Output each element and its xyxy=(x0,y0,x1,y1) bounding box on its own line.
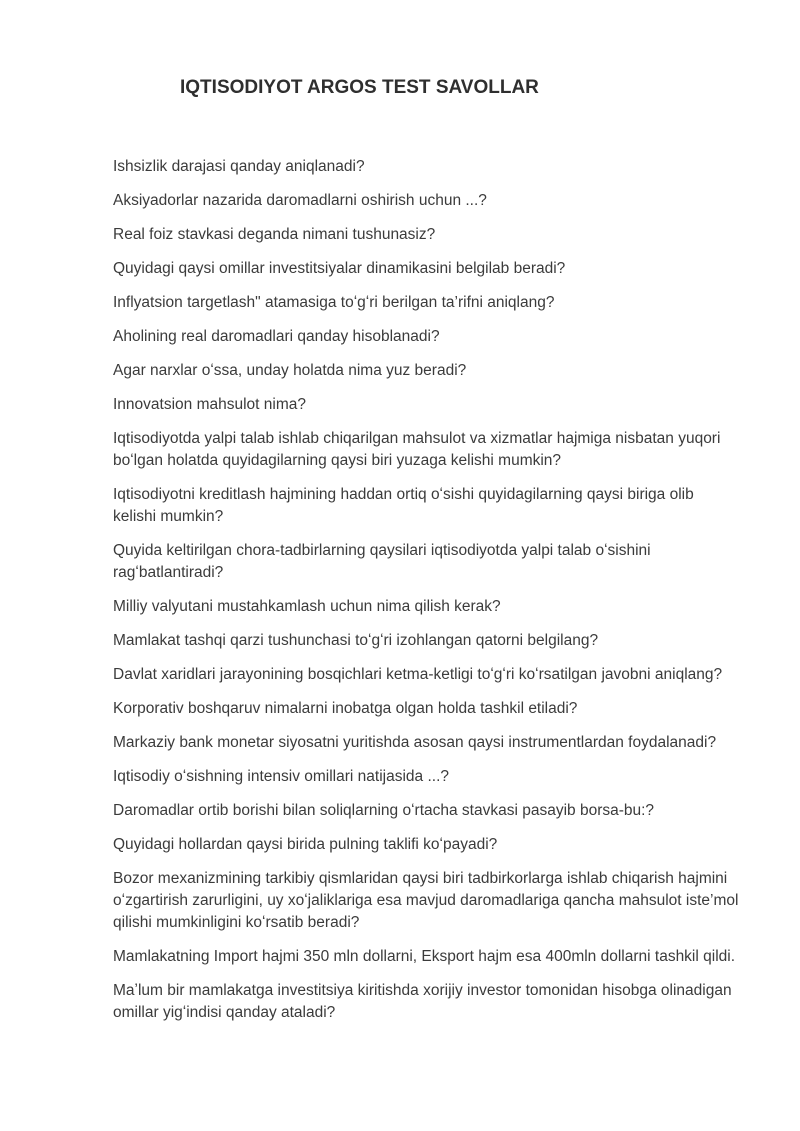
question-item: Korporativ boshqaruv nimalarni inobatga olgan holda tashkil etiladi? xyxy=(113,700,578,717)
question-item: Ishsizlik darajasi qanday aniqlanadi? xyxy=(113,158,365,175)
question-item: Milliy valyutani mustahkamlash uchun nima qilish kerak? xyxy=(113,598,501,615)
question-item: Innovatsion mahsulot nima? xyxy=(113,396,307,413)
question-item: Mamlakat tashqi qarzi tushunchasi toʻgʻri izohlangan qatorni belgilang? xyxy=(113,632,599,649)
question-item: Iqtisodiyotda yalpi talab ishlab chiqarilgan mahsulot va xizmatlar hajmiga nisbatan yuqori boʻlgan holatda quyidagilarning qaysi biri yuzaga kelishi mumkin? xyxy=(113,430,721,469)
question-item: Quyidagi qaysi omillar investitsiyalar dinamikasini belgilab beradi? xyxy=(113,260,566,277)
document-title: IQTISODIYOT ARGOS TEST SAVOLLAR xyxy=(180,77,539,98)
question-item: Bozor mexanizmining tarkibiy qismlaridan qaysi biri tadbirkorlarga ishlab chiqarish hajmini oʻzgartirish zarurligini, uy xoʻjaliklariga esa mavjud daromadlariga qancha mahsulot iste’mol qilishi mumkinligini koʻrsatib beradi? xyxy=(113,870,739,931)
question-item: Maʼlum bir mamlakatga investitsiya kiritishda xorijiy investor tomonidan hisobga olinadigan omillar yigʻindisi qanday ataladi? xyxy=(113,982,732,1021)
question-item: Quyidagi hollardan qaysi birida pulning taklifi koʻpayadi? xyxy=(113,836,498,853)
question-item: Aksiyadorlar nazarida daromadlarni oshirish uchun ...? xyxy=(113,192,487,209)
question-item: Davlat xaridlari jarayonining bosqichlari ketma-ketligi toʻgʻri koʻrsatilgan javobni aniqlang? xyxy=(113,666,723,683)
question-item: Inflyatsion targetlash" atamasiga toʻgʻri berilgan ta’rifni aniqlang? xyxy=(113,294,555,311)
question-item: Iqtisodiyotni kreditlash hajmining haddan ortiq oʻsishi quyidagilarning qaysi biriga olib kelishi mumkin? xyxy=(113,486,694,525)
question-item: Agar narxlar oʻssa, unday holatda nima yuz beradi? xyxy=(113,362,467,379)
question-item: Real foiz stavkasi deganda nimani tushunasiz? xyxy=(113,226,436,243)
question-list xyxy=(113,156,741,1024)
question-item: Mamlakatning Import hajmi 350 mln dollarni, Eksport hajm esa 400mln dollarni tashkil qildi. xyxy=(113,948,736,965)
question-item: Daromadlar ortib borishi bilan soliqlarning oʻrtacha stavkasi pasayib borsa-bu:? xyxy=(113,802,655,819)
question-item: Markaziy bank monetar siyosatni yuritishda asosan qaysi instrumentlardan foydalanadi? xyxy=(113,734,717,751)
question-item: Quyida keltirilgan chora-tadbirlarning qaysilari iqtisodiyotda yalpi talab oʻsishini ragʻbatlantiradi? xyxy=(113,542,651,581)
question-item: Iqtisodiy oʻsishning intensiv omillari natijasida ...? xyxy=(113,768,449,785)
question-item: Aholining real daromadlari qanday hisoblanadi? xyxy=(113,328,440,345)
